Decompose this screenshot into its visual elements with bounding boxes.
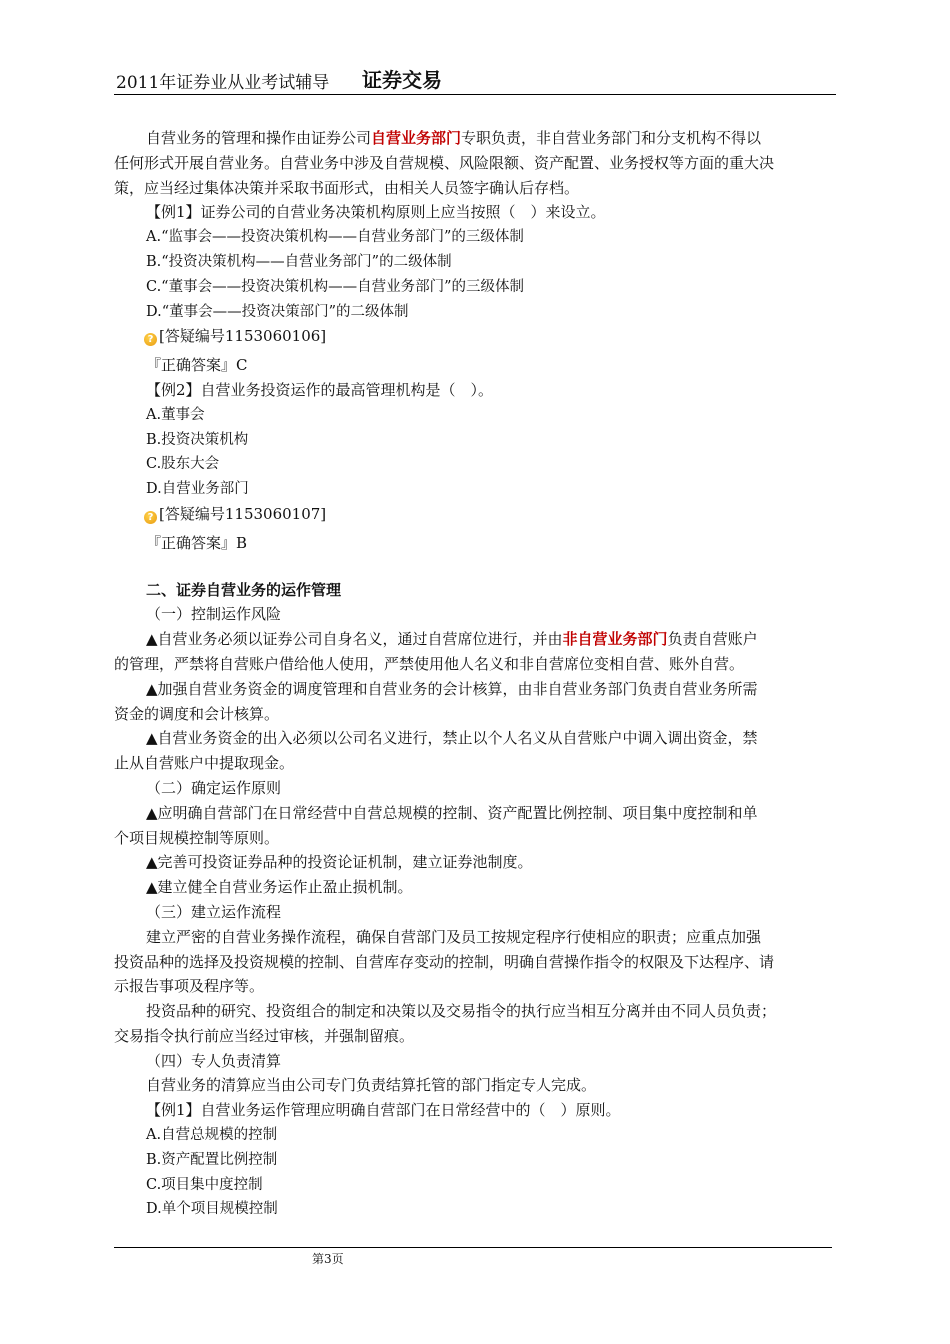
option-d: D.“董事会——投资决策部门”的二级体制 [146,303,409,320]
paragraph-line: 示报告事项及程序等。 [114,977,265,996]
qa-reference[interactable]: ? [答疑编号1153060106] [114,324,838,349]
paragraph-line: 策，应当经过集体决策并采取书面形式，由相关人员签字确认后存档。 [114,178,580,197]
option-d: D.自营业务部门 [146,481,249,498]
page-footer [114,1247,832,1266]
correct-answer: 『正确答案』B [146,533,248,552]
paragraph-line: 个项目规模控制等原则。 [114,828,280,847]
option-c: C.股东大会 [146,456,220,473]
question-mark-icon: ? [144,511,157,524]
paragraph-line: 的管理，严禁将自营账户借给他人使用，严禁使用他人名义和非自营席位变相自营、账外自营。 [114,654,745,673]
paragraph-line: 任何形式开展自营业务。自营业务中涉及自营规模、风险限额、资产配置、业务授权等方面的重大决 [114,153,775,172]
option-b: B.资产配置比例控制 [146,1151,278,1168]
option-a: A.自营总规模的控制 [146,1127,278,1144]
example-question: 【例2】自营业务投资运作的最高管理机构是（ ）。 [146,380,494,399]
highlight-text: 非自营业务部门 [562,630,668,649]
paragraph-line: 资金的调度和会计核算。 [114,704,280,723]
option-b: B.“投资决策机构——自营业务部门”的二级体制 [146,253,452,270]
example-question: 【例1】自营业务运作管理应明确自营部门在日常经营中的（ ）原则。 [146,1101,621,1120]
paragraph-line: 止从自营账户中提取现金。 [114,754,295,773]
bullet-item: ▲自营业务必须以证券公司自身名义，通过自营席位进行，并由非自营业务部门负责自营账户 [146,630,758,649]
paragraph-line: 交易指令执行前应当经过审核，并强制留痕。 [114,1026,415,1045]
bullet-item: ▲自营业务资金的出入必须以公司名义进行，禁止以个人名义从自营账户中调入调出资金，禁 [146,729,758,748]
option-a: A.“监事会——投资决策机构——自营业务部门”的三级体制 [146,229,524,246]
correct-answer: 『正确答案』C [146,356,248,375]
bullet-item: ▲加强自营业务资金的调度管理和自营业务的会计核算，由非自营业务部门负责自营业务所需 [146,679,758,698]
option-b: B.投资决策机构 [146,431,249,448]
option-c: C.项目集中度控制 [146,1176,263,1193]
option-a: A.董事会 [146,406,205,423]
bullet-item: ▲完善可投资证券品种的投资论证机制，建立证券池制度。 [146,853,533,872]
header-title: 证券交易 [362,68,442,92]
highlight-text: 自营业务部门 [371,129,462,147]
section-heading: 二、证券自营业务的运作管理 [146,580,342,599]
paragraph-line: 投资品种的选择及投资规模的控制、自营库存变动的控制，明确自营操作指令的权限及下达程序、请 [114,952,775,971]
subsection-heading: （四）专人负责清算 [146,1051,282,1070]
paragraph: 自营业务的清算应当由公司专门负责结算托管的部门指定专人完成。 [146,1076,597,1095]
header-subtitle: 2011年证券业从业考试辅导 [116,73,330,93]
paragraph: 投资品种的研究、投资组合的制定和决策以及交易指令的执行应当相互分离并由不同人员负责； [146,1002,777,1021]
example-question: 【例1】证券公司的自营业务决策机构原则上应当按照（ ）来设立。 [146,203,606,222]
bullet-item: ▲建立健全自营业务运作止盈止损机制。 [146,878,413,897]
option-d: D.单个项目规模控制 [146,1201,278,1218]
paragraph: 建立严密的自营业务操作流程，确保自营部门及员工按规定程序行使相应的职责；应重点加强 [146,927,762,946]
page-header [114,66,836,95]
subsection-heading: （三）建立运作流程 [146,902,282,921]
qa-reference[interactable]: ? [答疑编号1153060107] [114,502,838,527]
subsection-heading: （一）控制运作风险 [146,605,282,624]
document-body [114,126,838,1222]
question-mark-icon: ? [144,333,157,346]
bullet-item: ▲应明确自营部门在日常经营中自营总规模的控制、资产配置比例控制、项目集中度控制和单 [146,803,758,822]
option-c: C.“董事会——投资决策机构——自营业务部门”的三级体制 [146,278,525,295]
subsection-heading: （二）确定运作原则 [146,778,282,797]
paragraph: 自营业务的管理和操作由证券公司自营业务部门专职负责，非自营业务部门和分支机构不得以 [146,129,762,147]
page-number: 第3页 [312,1252,344,1266]
